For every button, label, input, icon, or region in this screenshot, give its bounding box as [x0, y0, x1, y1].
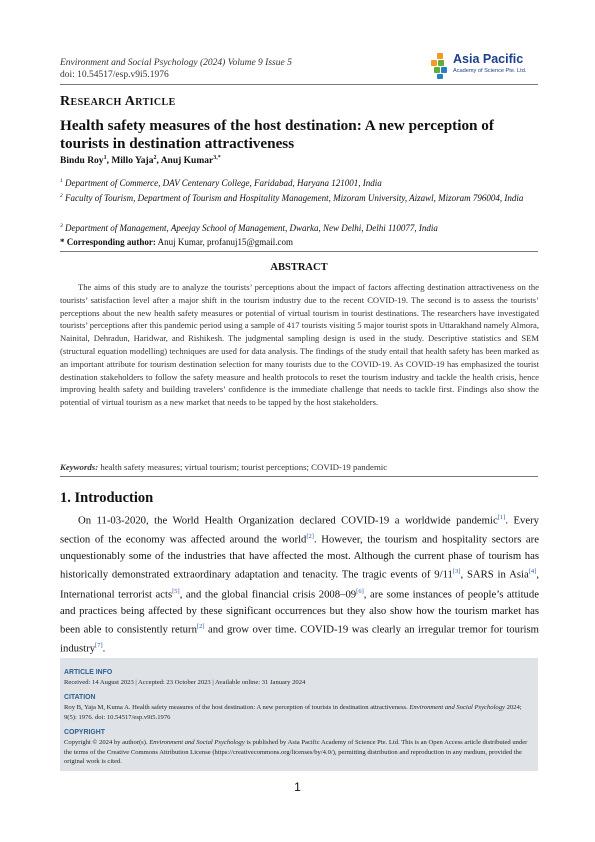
article-info-box: [60, 658, 538, 771]
citation-ref[interactable]: [3]: [452, 568, 461, 576]
keywords-list: health safety measures; virtual tourism; tourist perceptions; COVID-19 pandemic: [100, 462, 388, 472]
abstract-divider: [60, 251, 538, 252]
corresponding-author-label: * Corresponding author:: [60, 237, 156, 247]
header-divider: [60, 84, 538, 85]
article-type: Research Article: [60, 94, 176, 109]
affiliation: [60, 221, 540, 235]
citation-heading: CITATION: [64, 694, 96, 701]
copyright-journal: Environment and Social Psychology: [149, 739, 245, 746]
intro-text: . However, the tourism and hospitality sectors are unquestionably some of the industries that have affected the most. Although the current phase of tourism has historically demonstrated extraordinary adaptation and tenacity. The tragic events of 9/11: [60, 533, 539, 582]
citation-ref[interactable]: [6]: [356, 587, 364, 595]
citation-body: Roy B, Yaja M, Kuma A. Health safety measures of the host destination: A new perception of tourists in destination attractiveness.: [64, 704, 408, 711]
intro-text: . Every section of the economy was affected around the world: [60, 514, 539, 546]
citation-ref[interactable]: [2]: [306, 533, 314, 541]
citation-ref[interactable]: [4]: [528, 568, 537, 576]
doi-link[interactable]: doi: 10.54517/esp.v9i5.1976: [60, 70, 169, 80]
page-number: 1: [294, 780, 301, 794]
affiliation-text: Department of Management, Apeejay School of Management, Dwarka, New Delhi, Delhi 110077, India: [65, 223, 438, 233]
intro-text: , and the global financial crisis 2008–09: [179, 588, 357, 601]
article-title: Health safety measures of the host destination: A new perception of tourists in destination attractiveness: [60, 117, 494, 152]
article-dates: Received: 14 August 2023 | Accepted: 23 October 2023 | Available online: 31 January 2024: [64, 679, 306, 686]
intro-text: , International terrorist acts: [60, 569, 539, 601]
keywords-divider: [60, 476, 538, 477]
article-info-heading: ARTICLE INFO: [64, 669, 113, 676]
intro-text: .: [102, 642, 106, 655]
journal-name: Environment and Social Psychology (2024) Volume 9 Issue 5: [60, 58, 292, 68]
citation-text: [64, 703, 532, 722]
affiliation: [60, 176, 540, 190]
author-list: Bindu Roy$^1$, Millo Yaja$^2$, Anuj Kumar$^{3,*}$: [60, 155, 221, 167]
author-name: Bindu Roy: [60, 156, 104, 167]
corresponding-author: [60, 237, 293, 247]
publisher-logo-subtitle: Academy of Science Pte. Ltd.: [453, 68, 527, 74]
affiliation-text: Faculty of Tourism, Department of Tourism and Hospitality Management, Mizoram University, Aizawl, Mizoram 796004, India: [65, 193, 524, 203]
intro-text: , are some instances of people’s attitude and practices being affected by these significant occurrences but they also show how the tourism market has been able to consistently return: [60, 588, 539, 636]
intro-text: On 11-03-2020, the World Health Organization declared COVID-19 a worldwide pandemic: [78, 514, 498, 527]
author-name: Anuj Kumar: [160, 156, 214, 167]
author-affiliation-mark: 3,*: [213, 155, 221, 161]
publisher-logo-name: Asia Pacific: [453, 52, 524, 66]
publisher-logo-icon: [431, 53, 449, 79]
copyright-license: is published by Asia Pacific Academy of Science Pte. Ltd. This is an Open Access article distributed under the terms of the Creative Commons Attribution License (https://creativecommons.org/licenses/by/4.0/), permitting distribution and reproduction in any medium, provided the original work is cited.: [64, 739, 528, 766]
copyright-prefix: Copyright © 2024 by author(s).: [64, 739, 150, 746]
citation-journal: Environment and Social Psychology: [409, 704, 505, 711]
affiliation-number: 3: [60, 223, 63, 229]
publisher-logo: [431, 50, 541, 84]
keywords-label: Keywords:: [60, 462, 99, 472]
corresponding-author-contact[interactable]: Anuj Kumar, profanuj15@gmail.com: [157, 237, 294, 247]
citation-details: 2024; 9(5): 1976. doi: 10.54517/esp.v9i5.1976: [64, 704, 522, 721]
affiliation-number: 2: [60, 193, 63, 199]
citation-ref[interactable]: [5]: [172, 587, 180, 595]
affiliation-number: 1: [60, 178, 63, 184]
affiliation-text: Department of Commerce, DAV Centenary College, Faridabad, Haryana 121001, India: [65, 178, 382, 188]
abstract-heading: ABSTRACT: [270, 262, 328, 273]
author-affiliation-mark: 2: [153, 155, 157, 161]
citation-ref[interactable]: [2]: [196, 622, 205, 630]
section-heading-introduction: 1. Introduction: [60, 490, 154, 506]
introduction-paragraph: [60, 510, 539, 657]
author-affiliation-mark: 1: [103, 155, 107, 161]
author-name: Millo Yaja: [111, 156, 154, 167]
affiliation: [60, 191, 540, 205]
intro-text: , SARS in Asia: [460, 569, 529, 582]
abstract-text: The aims of this study are to analyze the tourists’ perceptions about the impact of factors affecting destination attractiveness on the tourists’ satisfaction level after a major shift in the tourism industry due to the recent COVID-19. The second is to assess the tourists’ perceptions about the new health safety measures or potential of virtual tourism in tourist destinations. The researchers have investigated tourists’ perceptions after this pandemic period using a sample of 417 tourists visiting 5 major tourist spots in Uttarakhand namely Almora, Nainital, Dehradun, Haridwar, and Rishikesh. The judgmental sampling design is used in the study. Descriptive statistics and SEM (structural equation modelling) techniques are used for data analysis. The findings of the study entail that health safety has been marked as an important attribute for tourism destination selection for many tourists due to the COVID-19. As COVID-19 has emphasized the tourist destination stakeholders to follow the safety measure and health protocols to reset the tourism industry and tackle the health crisis, hence improving health safety and building travelers’ confidence is the immediate challenge that needs to tackle first. Findings also show the potential of virtual tourism as a new market that needs to be tapped by the host stakeholders.: [60, 282, 539, 408]
copyright-heading: COPYRIGHT: [64, 729, 105, 736]
intro-text: and grow over time. COVID-19 was clearly an irregular tremor for tourism industry: [60, 623, 539, 655]
citation-ref[interactable]: [1]: [497, 514, 506, 521]
keywords: [60, 462, 538, 472]
citation-ref[interactable]: [7]: [95, 641, 103, 649]
copyright-text: [64, 738, 532, 767]
